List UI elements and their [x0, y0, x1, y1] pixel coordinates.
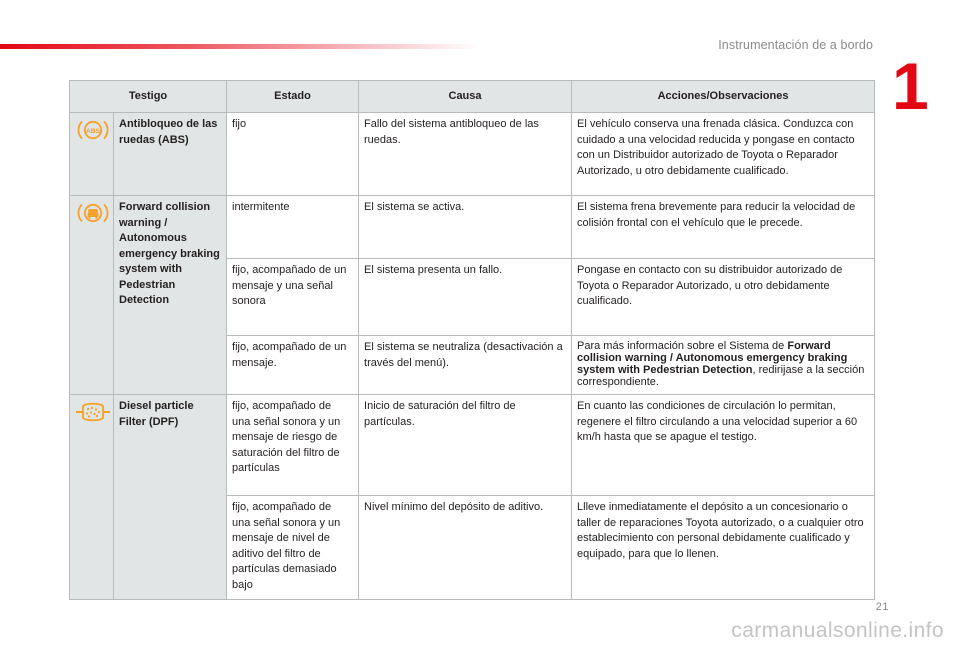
fcw-estado-3: fijo, acompañado de un mensaje.: [227, 336, 359, 395]
fcw-acciones-3-post: , redirijase a la sección correspondiente.: [577, 364, 865, 388]
fcw-acciones-3: [572, 336, 875, 395]
dpf-causa-1: Inicio de saturación del filtro de partículas.: [359, 395, 572, 496]
table-row: [70, 113, 875, 196]
fcw-acciones-3-pre: Para más información sobre el Sistema de: [577, 340, 788, 352]
section-title: Instrumentación de a bordo: [718, 38, 873, 52]
dpf-name: Diesel particle Filter (DPF): [114, 395, 227, 600]
fcw-acciones-3-bold: Forward collision warning / Autonomous emergency braking system with Pedestrian Detection: [577, 340, 848, 376]
table-row: [70, 196, 875, 259]
header-testigo: Testigo: [70, 81, 227, 113]
dpf-causa-2: Nivel mínimo del depósito de aditivo.: [359, 496, 572, 600]
table-header-row: [70, 81, 875, 113]
dpf-estado-1: fijo, acompañado de una señal sonora y un mensaje de riesgo de saturación del filtro de partículas: [227, 395, 359, 496]
abs-estado: fijo: [227, 113, 359, 196]
watermark: carmanualsonline.info: [731, 619, 944, 642]
abs-icon-cell: [70, 113, 114, 196]
svg-text:ABS: ABS: [85, 127, 101, 135]
dpf-acciones-2: Llleve inmediatamente el depósito a un concesionario o taller de reparaciones Toyota autorizado, o a cualquier otro establecimiento con personal debidamente cualificado y equipado, para que lo llenen.: [572, 496, 875, 600]
fcw-causa-2: El sistema presenta un fallo.: [359, 259, 572, 336]
fcw-name: Forward collision warning / Autonomous emergency braking system with Pedestrian Detection: [114, 196, 227, 395]
warning-lights-table: [69, 80, 875, 600]
table-row: [70, 395, 875, 496]
header-estado: Estado: [227, 81, 359, 113]
abs-name: Antibloqueo de las ruedas (ABS): [114, 113, 227, 196]
fcw-icon-cell: [70, 196, 114, 395]
diesel-particle-filter-icon: [75, 399, 111, 425]
abs-acciones: El vehículo conserva una frenada clásica. Conduzca con cuidado a una velocidad reducida y pongase en contacto con un Distribuidor autorizado de Toyota o Reparador Autorizado, u otro debidamente cualificado.: [572, 113, 875, 196]
abs-causa: Fallo del sistema antibloqueo de las ruedas.: [359, 113, 572, 196]
fcw-acciones-1: El sistema frena brevemente para reducir la velocidad de colisión frontal con el vehículo que le precede.: [572, 196, 875, 259]
dpf-estado-2: fijo, acompañado de una señal sonora y un mensaje de nivel de aditivo del filtro de partículas demasiado bajo: [227, 496, 359, 600]
header-acciones: Acciones/Observaciones: [572, 81, 875, 113]
chapter-number: 1: [892, 49, 929, 123]
fcw-estado-2: fijo, acompañado de un mensaje y una señal sonora: [227, 259, 359, 336]
header-causa: Causa: [359, 81, 572, 113]
fcw-estado-1: intermitente: [227, 196, 359, 259]
fcw-acciones-2: Pongase en contacto con su distribuidor autorizado de Toyota o Reparador Autorizado, u otro debidamente cualificado.: [572, 259, 875, 336]
accent-bar: [0, 44, 480, 49]
fcw-causa-3: El sistema se neutraliza (desactivación a través del menú).: [359, 336, 572, 395]
fcw-causa-1: El sistema se activa.: [359, 196, 572, 259]
page-number: 21: [875, 601, 889, 613]
abs-warning-icon: [75, 117, 111, 143]
dpf-acciones-1: En cuanto las condiciones de circulación lo permitan, regenere el filtro circulando a una velocidad superior a 60 km/h hasta que se apague el testigo.: [572, 395, 875, 496]
dpf-icon-cell: [70, 395, 114, 600]
collision-warning-icon: [75, 200, 111, 226]
